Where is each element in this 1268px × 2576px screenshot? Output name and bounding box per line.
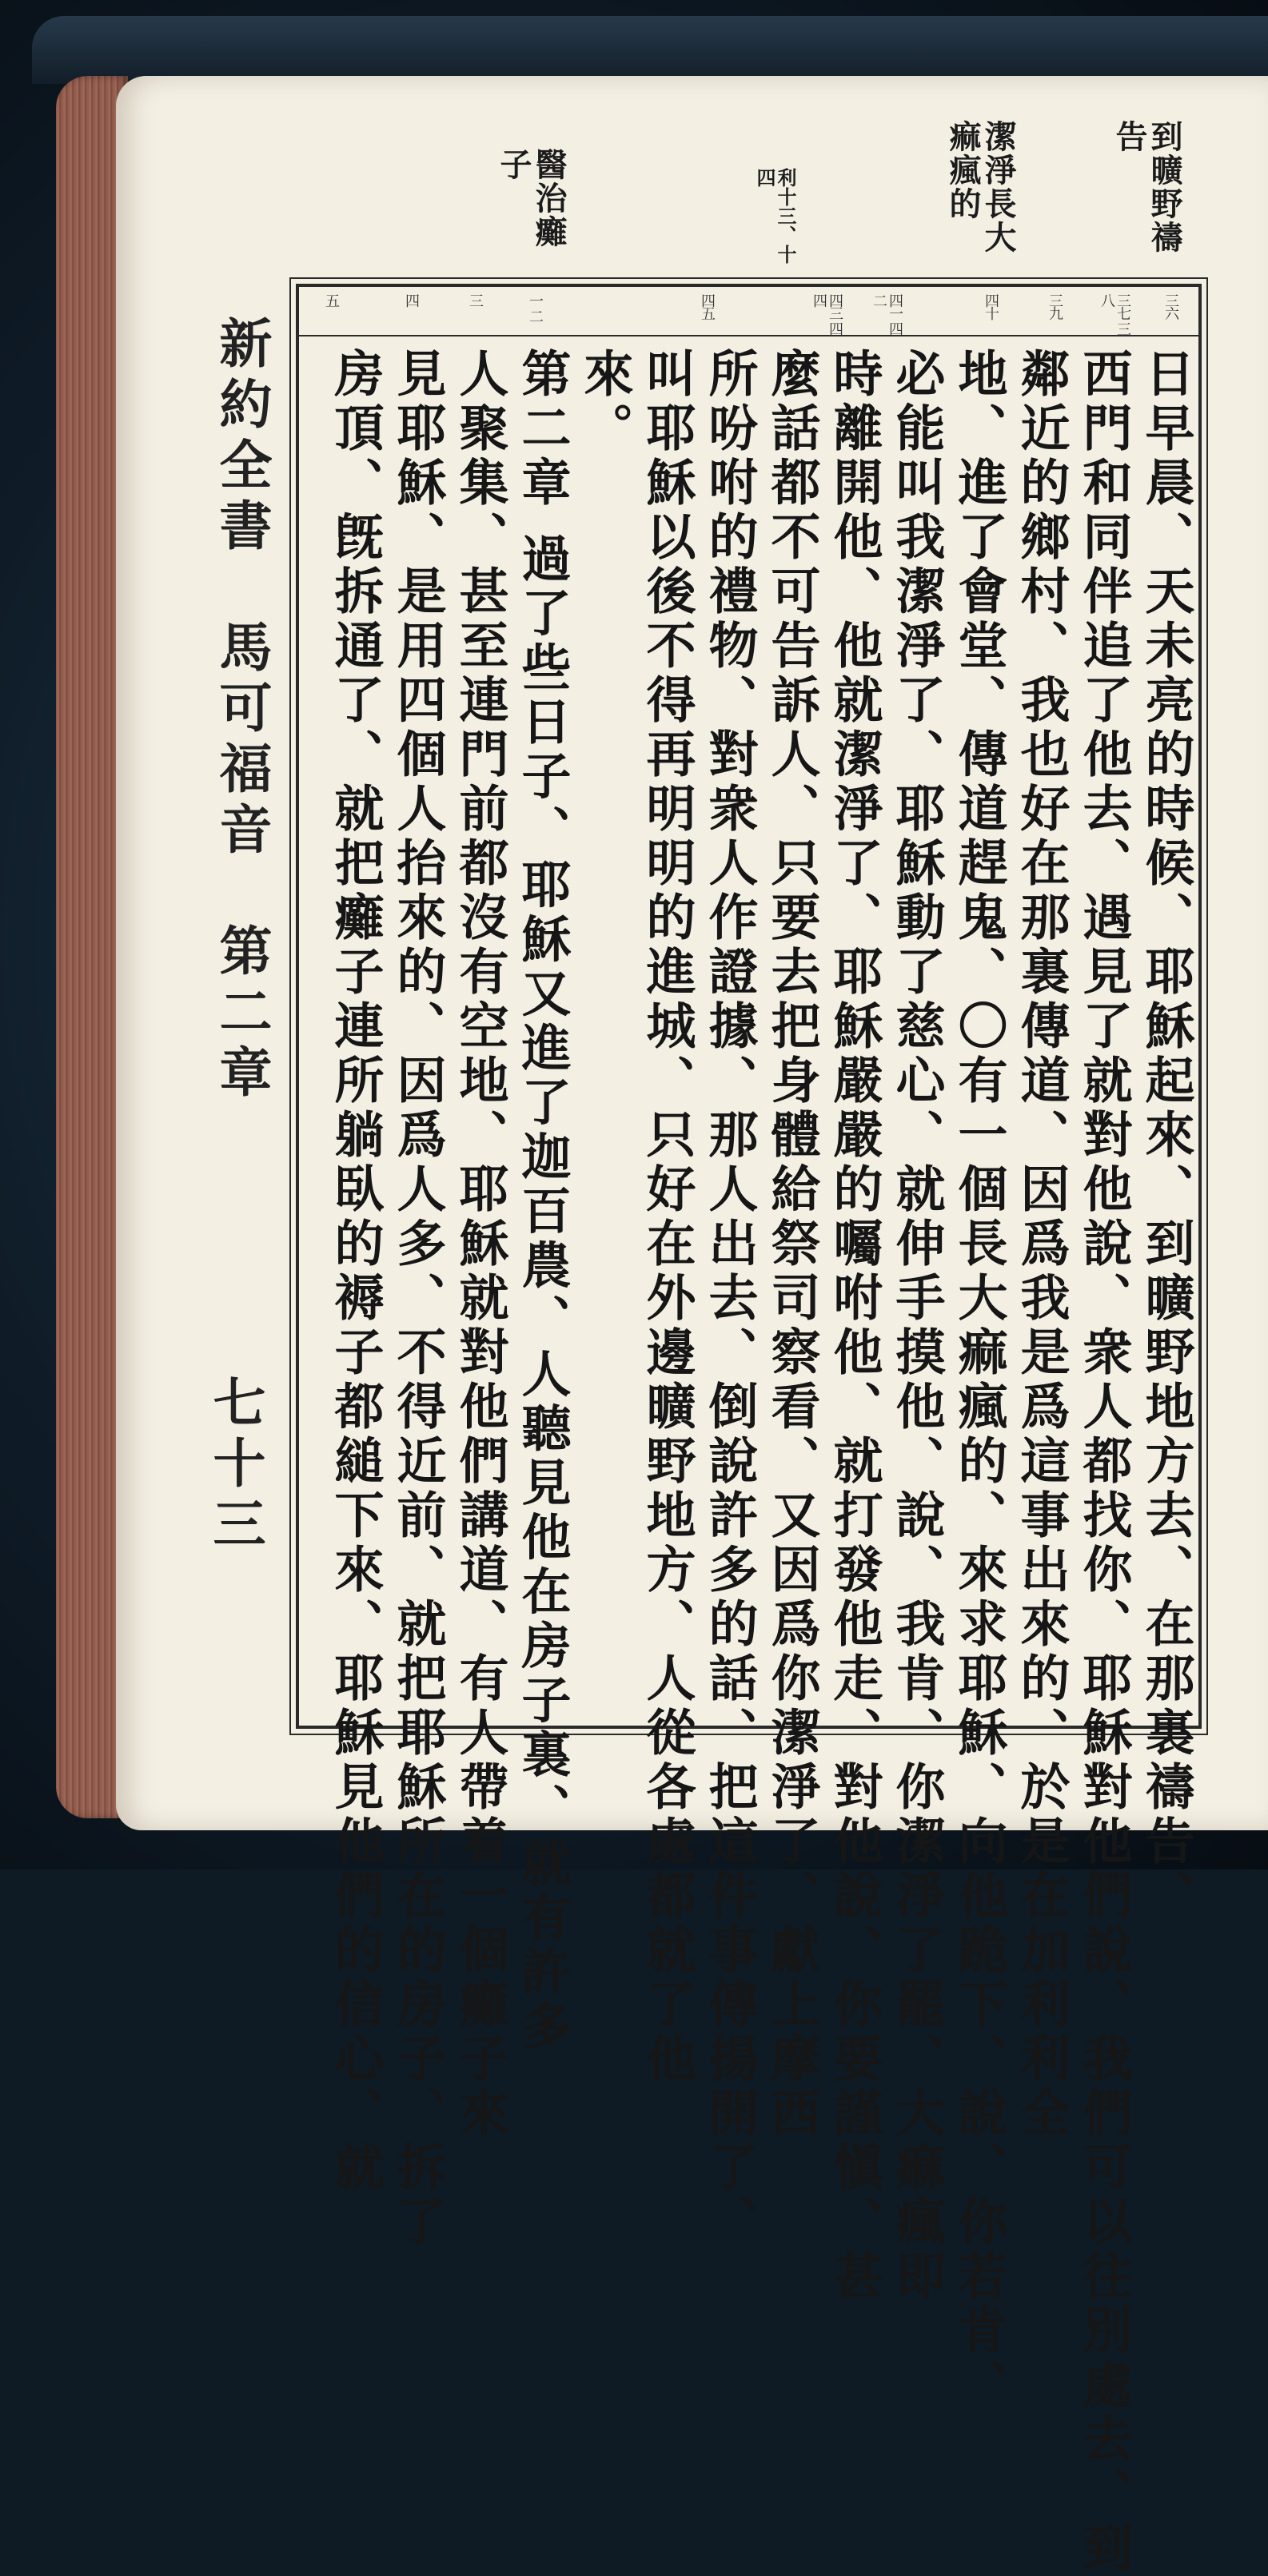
- chapter-start-column: 第二章 過了些日子、耶穌又進了迦百農、人聽見他在房子裏、就有許多: [513, 348, 572, 2055]
- cover-top-edge: [32, 16, 1268, 84]
- margin-note-leper-cleansed: 潔淨長大痲瘋的: [944, 120, 1017, 254]
- text-column: 必能叫我潔淨了、耶穌動了慈心、就伸手摸他、說、我肯、你潔淨了罷、大痲瘋即: [887, 348, 946, 2304]
- text-column: 來。: [576, 348, 634, 456]
- text-column: 見耶穌、是用四個人抬來的、因爲人多、不得近前、就把耶穌所在的房子、拆了: [389, 348, 447, 2250]
- text-column: 所吩咐的禮物、對衆人作證據、那人出去、倒說許多的話、把這件事傳揚開了、: [700, 348, 759, 2250]
- chapter-label: 第二章: [210, 923, 273, 1105]
- text-column: 日早晨、天未亮的時候、耶穌起來、到曠野地方去、在那裏禱告、: [1137, 348, 1195, 1924]
- verse-number: 三七 三八: [1099, 293, 1131, 335]
- text-column: 時離開他、他就潔淨了、耶穌嚴嚴的囑咐他、就打發他走、對他說、你要謹愼、甚: [825, 348, 883, 2304]
- text-column: 房頂、旣拆通了、就把癱子連所躺臥的褥子都縋下來、耶穌見他們的信心、就: [326, 348, 385, 2196]
- verse-number: 四三 四四: [811, 293, 843, 335]
- text-column: 鄰近的鄉村、我也好在那裏傳道、因爲我是爲這事出來的、於是在加利利全: [1012, 348, 1071, 2141]
- verse-number: 五: [323, 293, 340, 306]
- verse-number: 三: [467, 293, 484, 306]
- verse-number: 四五: [699, 293, 716, 319]
- verse-number: 一 二: [527, 293, 544, 322]
- text-column: 叫耶穌以後不得再明明的進城、只好在外邊曠野地方、人從各處都就了他: [638, 348, 696, 2087]
- book-title: 新約全書: [210, 316, 273, 559]
- text-column: 人聚集、甚至連門前都沒有空地、耶穌就對他們講道、有人帶着一個癱子來: [451, 348, 509, 2141]
- text-frame: [296, 284, 1202, 2576]
- verse-number: 三九: [1047, 293, 1063, 319]
- scripture-text: [299, 338, 1198, 2576]
- margin-note-paralytic-healed: 醫治癱子: [495, 148, 568, 249]
- verse-number: 四: [403, 293, 420, 306]
- margin-note-wilderness-prayer: 到曠野禱告: [1110, 120, 1183, 254]
- text-column: 西門和同伴追了他去、遇見了就對他說、衆人都找你、耶穌對他們說、我們可以往別處去、到: [1075, 348, 1133, 2576]
- page-number: 七十三: [204, 1375, 266, 1557]
- verse-number: 三六: [1162, 293, 1179, 319]
- verse-number-strip: [299, 287, 1198, 336]
- verse-number: 四一 四二: [871, 293, 903, 335]
- margin-note-reference: 利十三、十四: [753, 168, 797, 264]
- verse-number: 四十: [983, 293, 999, 319]
- text-column: 麼話都不可告訴人、只要去把身體給祭司察看、又因爲你潔淨了、獻上摩西: [763, 348, 821, 2141]
- text-column: 地、進了會堂、傳道趕鬼、〇有一個長大痲瘋的、來求耶穌、向他跪下、說、你若肯、: [950, 348, 1008, 2413]
- gospel-name: 馬可福音: [210, 619, 273, 862]
